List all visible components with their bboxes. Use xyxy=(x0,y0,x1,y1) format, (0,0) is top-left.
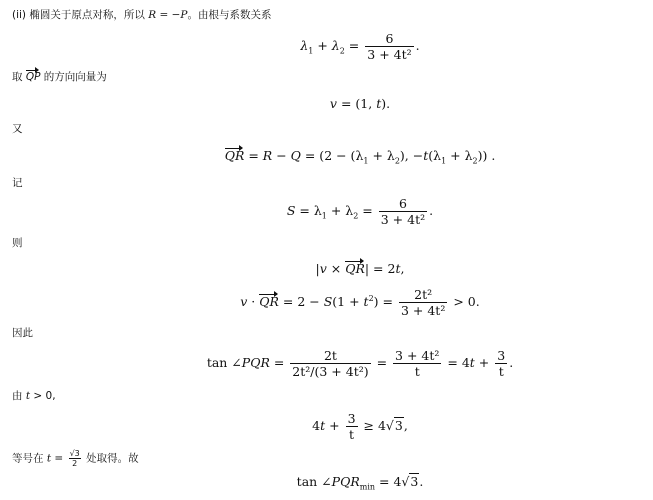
equation-cross-product: |v × QR| = 2t, xyxy=(315,261,405,276)
math-R-eq-minusP: R = −P xyxy=(148,9,188,21)
equation-direction-vector: v = (1, t). xyxy=(329,96,391,111)
equation-lambda-sum: $\lambda_1 + \lambda_2$ = $\frac{6}{\text{3 + 4t²}}$ . xyxy=(300,31,420,62)
text-symmetry: (ii) 椭圆关于原点对称，所以 xyxy=(12,9,145,21)
equation-tan-min: $\tan \angle PQR_{min} = 4√3$. xyxy=(296,474,424,492)
equation-S: $S = \lambda_1 + \lambda_2$ = $\frac{6}{\text{3 + 4t²}}$ . xyxy=(286,196,434,227)
line-equality: 等号在 t = $\frac{√3}{2}$ 处取得。故 xyxy=(12,449,139,468)
equation-tan-angle: tan ∠PQR = $\frac{2t}{\text{2t²/(3 + 4t²)}}$ = $\frac{\text{3 + 4t²}}{t}$ = 4t + $\frac{3}{t}$ . xyxy=(206,348,514,379)
equation-dot-product: v · QR = $2 - S(1 + t^2)$ = $\frac{\text{2t²}}{\text{3 + 4t²}}$ > 0. xyxy=(240,287,480,318)
line-therefore: 因此 xyxy=(12,327,33,339)
line-symmetry xyxy=(12,8,271,22)
text-vieta: 。由根与系数关系 xyxy=(187,9,272,21)
line-then: 则 xyxy=(12,237,23,249)
fraction-sqrt3-over-2: $\frac{√3}{2}$ xyxy=(69,449,80,468)
line-given-t: 由 t > 0, xyxy=(12,390,56,402)
equation-am-gm: 4t + $\frac{3}{t}$ ≥ 4√3, xyxy=(312,411,408,442)
line-direction: 取 QP 的方向向量为 xyxy=(12,71,107,83)
line-define: 记 xyxy=(12,177,23,189)
equation-QR: QR = $R - Q = (2 - (\lambda_1 + \lambda_2)$, $-t(\lambda_1 + \lambda_2)$) . xyxy=(224,148,496,166)
vector-QP: QP xyxy=(25,71,41,83)
fraction: $\frac{6}{\text{3 + 4t²}}$ xyxy=(367,31,412,62)
line-also: 又 xyxy=(12,123,23,135)
